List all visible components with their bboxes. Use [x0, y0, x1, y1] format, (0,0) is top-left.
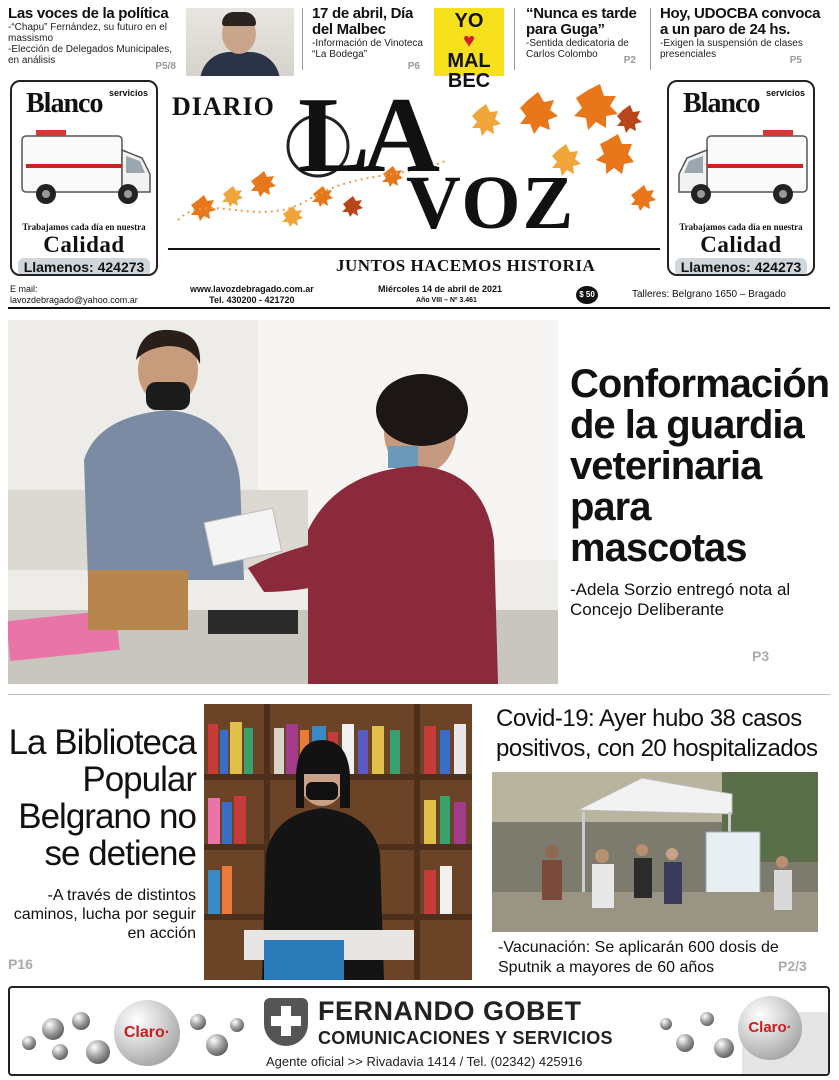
logo-rule: [168, 248, 660, 250]
decor-dot: [700, 1012, 714, 1026]
biblioteca-photo[interactable]: [204, 704, 472, 980]
section-divider: [8, 694, 830, 695]
vaccination-tent-illustration: [492, 772, 818, 932]
masthead: [0, 76, 839, 280]
teaser-udocba[interactable]: [660, 6, 832, 76]
teaser-malbec[interactable]: [312, 6, 430, 76]
date-block: [378, 284, 502, 306]
newspaper-logo[interactable]: [168, 76, 668, 280]
teaser-title: Las voces de la política: [8, 5, 169, 22]
side-ad-right[interactable]: [667, 80, 815, 276]
decor-dot: [86, 1040, 110, 1064]
ad-tagline: Trabajamos cada día en nuestra: [679, 222, 803, 232]
decor-dot: [190, 1014, 206, 1030]
ad-company-services: COMUNICACIONES Y SERVICIOS: [318, 1028, 613, 1048]
teaser-title: “Nunca es tarde para Guga”: [526, 5, 637, 38]
email-block: [10, 284, 138, 306]
ad-small-text: servicios: [108, 88, 148, 98]
ad-agent-info: Agente oficial >> Rivadavia 1414 / Tel. (02342) 425916: [266, 1054, 583, 1069]
lead-story-photo[interactable]: [8, 320, 558, 684]
teaser-portrait-photo: [186, 8, 294, 76]
phone-numbers: Tel. 430200 - 421720: [209, 295, 295, 305]
badge-text: BEC: [447, 70, 491, 92]
decor-dot: [52, 1044, 68, 1060]
logo-la: LA: [298, 76, 433, 195]
info-rule: [8, 307, 830, 309]
decor-dot: [22, 1036, 36, 1050]
decor-dot: [42, 1018, 64, 1040]
yo-amo-malbec-badge: [434, 8, 504, 92]
teaser-line: -Información de Vinoteca “La Bodega”: [312, 38, 423, 60]
teaser-title: Hoy, UDOCBA convoca a un paro de 24 hs.: [660, 5, 821, 38]
side-ad-left[interactable]: [10, 80, 158, 276]
teaser-title: 17 de abril, Día del Malbec: [312, 5, 414, 38]
office-scene-illustration: [8, 320, 558, 684]
biblioteca-headline[interactable]: La Biblioteca Popular Belgrano no se detiene: [8, 723, 196, 873]
logo-voz: VOZ: [406, 161, 576, 245]
ad-brand: Blanco: [683, 88, 760, 119]
teaser-page: P6: [407, 61, 420, 72]
ad-phone: Llamenos: 424273: [675, 258, 807, 276]
covid-subtitle: -Vacunación: Se aplicarán 600 dosis de Sputnik a mayores de 60 años: [498, 939, 779, 976]
ad-brand: Blanco: [26, 88, 103, 119]
decor-dot: [660, 1018, 672, 1030]
web-block: [190, 284, 314, 306]
portrait-suit: [200, 52, 280, 76]
logo-slogan: JUNTOS HACEMOS HISTORIA: [336, 256, 596, 275]
ad-quality: Calidad: [700, 232, 782, 257]
claro-logo: Claro·: [738, 996, 802, 1060]
teaser-line: -Elección de Delegados Municipales, en análisis: [8, 44, 172, 66]
decor-dot: [676, 1034, 694, 1052]
teaser-politica[interactable]: [8, 6, 180, 76]
decor-dot: [72, 1012, 90, 1030]
issue-number: Año VIII – Nº 3.461: [416, 297, 477, 304]
price-badge: $ 50: [576, 286, 598, 304]
teaser-line: -Exigen la suspensión de clases presenciales: [660, 38, 803, 60]
teaser-guga[interactable]: [526, 6, 646, 76]
teaser-page: P2: [623, 55, 636, 66]
teaser-line: -Sentida dedicatoria de Carlos Colombo: [526, 38, 629, 60]
covid-page-ref: P2/3: [778, 958, 807, 974]
decor-dot: [206, 1034, 228, 1056]
claro-logo: Claro·: [114, 1000, 180, 1066]
info-bar: [0, 282, 839, 310]
medical-cross-icon: [264, 998, 308, 1046]
teaser-divider: [650, 8, 651, 70]
decor-dot: [230, 1018, 244, 1032]
badge-text: MAL: [447, 50, 491, 72]
email-label: E mail:: [10, 284, 38, 294]
library-shelves-illustration: [204, 704, 472, 980]
issue-date: Miércoles 14 de abril de 2021: [378, 284, 503, 294]
lead-headline[interactable]: Conformación de la guardia veterinaria para mascotas: [570, 362, 830, 570]
teaser-divider: [302, 8, 303, 70]
covid-headline[interactable]: Covid-19: Ayer hubo 38 casos positivos, con 20 hospitalizados: [496, 705, 818, 762]
teaser-strip: [0, 0, 839, 92]
portrait-hair: [222, 12, 256, 26]
ambulance-icon: [16, 126, 156, 208]
ad-small-text: servicios: [765, 88, 805, 98]
ad-company-name: FERNANDO GOBET: [318, 996, 582, 1026]
email-link[interactable]: lavozdebragado@yahoo.com.ar: [10, 295, 138, 305]
ambulance-icon: [673, 126, 813, 208]
biblioteca-page-ref: P16: [8, 956, 33, 972]
talleres-address: Talleres: Belgrano 1650 – Bragado: [632, 289, 786, 300]
biblioteca-subtitle: -A través de distintos caminos, lucha por seguir en acción: [13, 887, 196, 942]
teaser-page: P5: [789, 55, 802, 66]
ad-tagline: Trabajamos cada día en nuestra: [22, 222, 146, 232]
teaser-divider: [514, 8, 515, 70]
lead-subtitle: -Adela Sorzio entregó nota al Concejo Deliberante: [570, 580, 791, 619]
covid-photo[interactable]: [492, 772, 818, 932]
website-link[interactable]: www.lavozdebragado.com.ar: [190, 284, 314, 294]
bottom-ad-fernando-gobet[interactable]: [8, 986, 830, 1076]
logo-diario: DIARIO: [172, 92, 275, 121]
teaser-page: P5/8: [155, 61, 176, 72]
ad-phone: Llamenos: 424273: [18, 258, 150, 276]
decor-dot: [714, 1038, 734, 1058]
ad-quality: Calidad: [43, 232, 125, 257]
lead-page-ref: P3: [752, 648, 770, 664]
teaser-line: -“Chapu” Fernández, su futuro en el massismo: [8, 22, 167, 44]
heart-icon: ♥: [463, 30, 475, 52]
badge-text: YO: [454, 10, 484, 32]
